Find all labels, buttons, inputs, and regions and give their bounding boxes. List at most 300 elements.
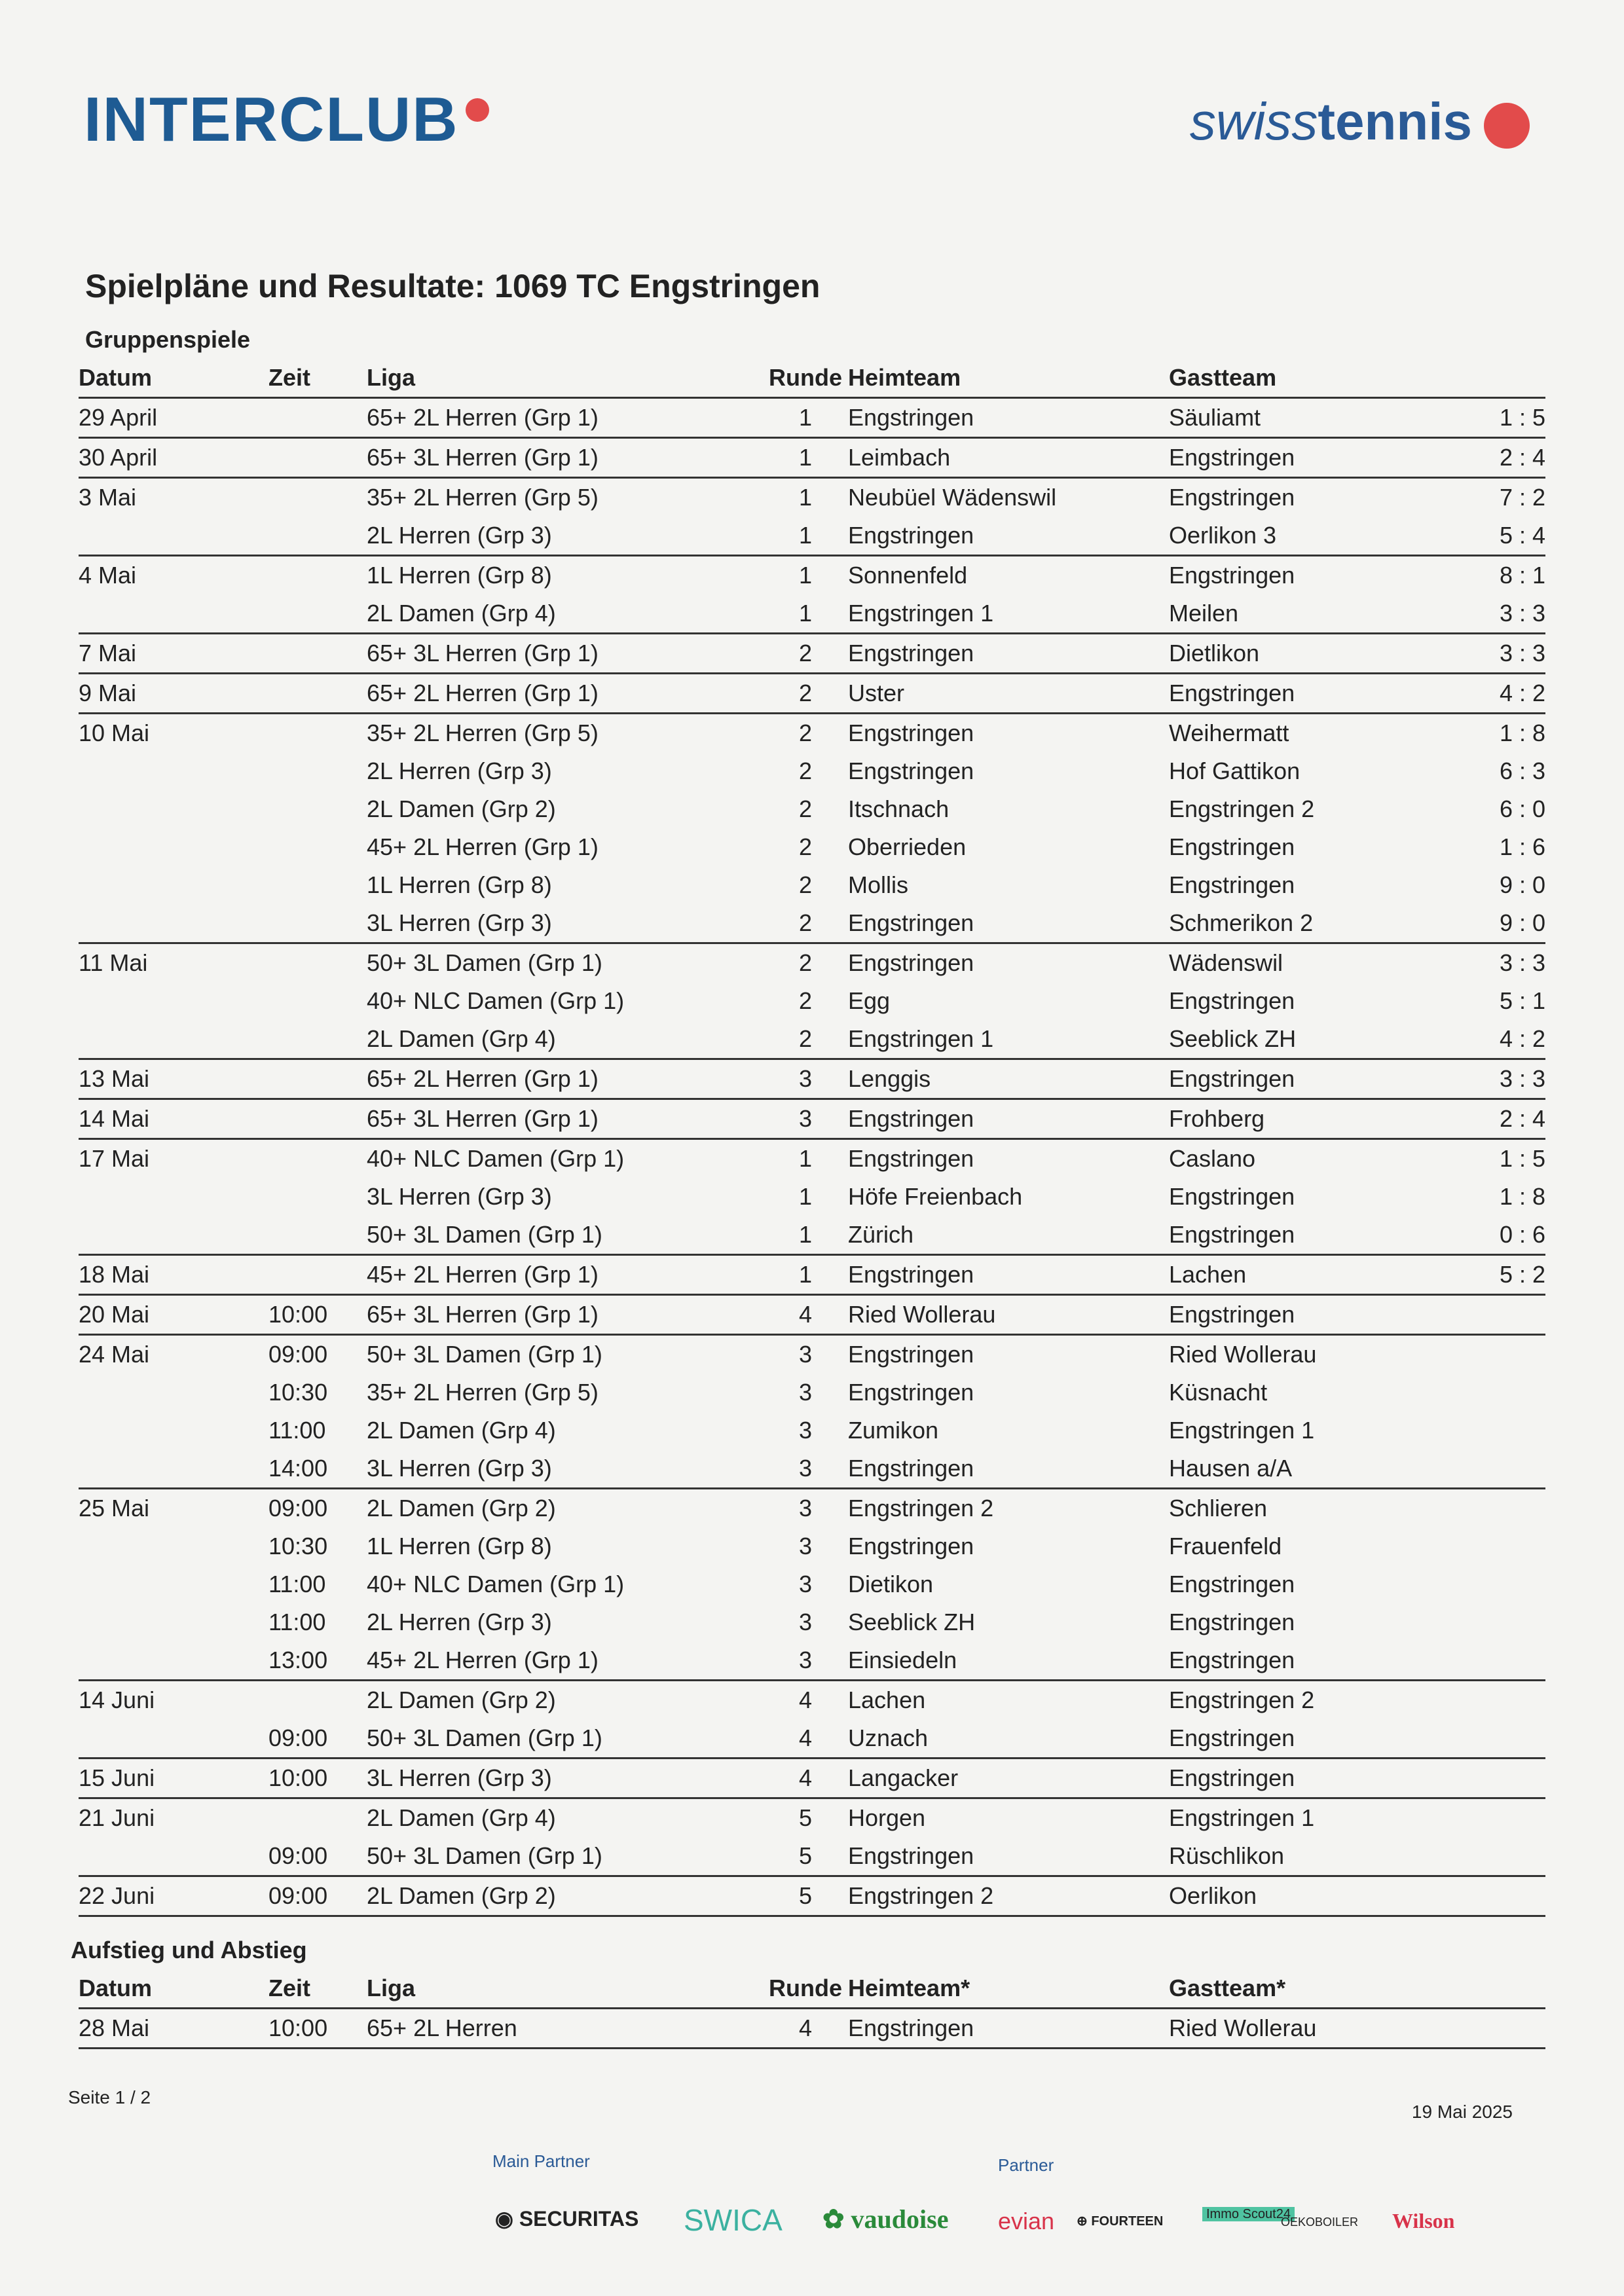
date-cell: [79, 904, 268, 943]
table-header: [79, 359, 1545, 398]
guest-team-cell: Schmerikon 2: [1169, 904, 1496, 943]
time-cell: 14:00: [268, 1449, 367, 1489]
table-row: [79, 1876, 1545, 1916]
time-cell: [268, 982, 367, 1020]
result-cell: [1496, 1412, 1545, 1449]
result-cell: [1496, 1641, 1545, 1681]
result-cell: 6 : 3: [1499, 757, 1545, 784]
round-cell: 3: [763, 1059, 848, 1099]
guest-team-cell: Engstringen: [1169, 1719, 1496, 1758]
round-cell: 3: [798, 1495, 813, 1522]
date-cell: 15 Juni: [79, 1758, 268, 1798]
guest-team-cell: Engstringen: [1169, 1609, 1295, 1635]
round-cell: 2: [763, 904, 848, 943]
date-cell: [79, 1216, 268, 1255]
table-row: [79, 1603, 1545, 1641]
result-cell: [1496, 1527, 1545, 1565]
result-cell: 3 : 3: [1496, 634, 1545, 674]
guest-team-cell: Engstringen: [1169, 1571, 1295, 1597]
league-cell: 65+ 2L Herren (Grp 1): [367, 398, 763, 438]
date-cell: 11 Mai: [79, 949, 148, 976]
time-cell: [268, 866, 367, 904]
guest-team-cell: Engstringen: [1169, 871, 1295, 898]
league-cell: 50+ 3L Damen (Grp 1): [367, 1837, 763, 1876]
table-row: [79, 982, 1545, 1020]
guest-team-cell: Caslano: [1169, 1145, 1256, 1172]
round-cell: 2: [798, 949, 813, 976]
date-cell: 14 Mai: [79, 1099, 268, 1139]
home-team-cell: Engstringen: [848, 2009, 1169, 2049]
round-cell: 3: [798, 1341, 813, 1368]
league-cell: 50+ 3L Damen (Grp 1): [367, 949, 602, 976]
league-cell: 50+ 3L Damen (Grp 1): [367, 1341, 602, 1368]
guest-team-cell: Engstringen: [1169, 438, 1496, 478]
round-cell: 3: [763, 1641, 848, 1681]
guest-team-cell: Engstringen 1: [1169, 1417, 1315, 1444]
league-cell: 45+ 2L Herren (Grp 1): [367, 833, 599, 860]
date-cell: 30 April: [79, 438, 268, 478]
home-team-cell: Engstringen: [848, 757, 974, 784]
guest-team-cell: Engstringen: [1169, 674, 1496, 714]
oekoboiler-logo: OEKOBOILER: [1281, 2215, 1359, 2229]
guest-team-cell: Engstringen: [1169, 1758, 1496, 1798]
date-cell: [79, 1412, 268, 1449]
result-cell: [1496, 1876, 1545, 1916]
guest-team-cell: Engstringen: [1169, 1295, 1496, 1335]
result-cell: [1496, 1719, 1545, 1758]
league-cell: 65+ 2L Herren (Grp 1): [367, 674, 763, 714]
column-header: Gastteam: [1169, 359, 1496, 398]
time-cell: [268, 1059, 367, 1099]
time-cell: [268, 714, 367, 753]
date-cell: [79, 1020, 268, 1059]
date-cell: [79, 1527, 268, 1565]
result-cell: [1496, 2009, 1545, 2049]
column-header: [1496, 1969, 1545, 2009]
table-row: [79, 674, 1545, 714]
time-cell: [268, 1255, 367, 1295]
table-row: [79, 1335, 1545, 1374]
league-cell: 3L Herren (Grp 3): [367, 1758, 763, 1798]
time-cell: [268, 1798, 367, 1838]
result-cell: 9 : 0: [1499, 871, 1545, 898]
guest-team-cell: Lachen: [1169, 1255, 1496, 1295]
date-cell: [79, 1837, 268, 1876]
time-cell: [268, 674, 367, 714]
table-row: [79, 1412, 1545, 1449]
table-row: [79, 714, 1545, 753]
guest-team-cell: Engstringen: [1169, 1059, 1496, 1099]
date-cell: [79, 1603, 268, 1641]
round-cell: 3: [798, 1571, 813, 1597]
home-team-cell: Sonnenfeld: [848, 562, 968, 589]
round-cell: 5: [798, 1804, 813, 1831]
guest-team-cell: Weihermatt: [1169, 720, 1289, 746]
guest-team-cell: Hof Gattikon: [1169, 757, 1301, 784]
result-cell: 2 : 4: [1496, 1099, 1545, 1139]
round-cell: 3: [798, 1533, 813, 1559]
section-group-games: Gruppenspiele: [85, 326, 251, 353]
round-cell: 3: [763, 1449, 848, 1489]
column-header: Datum: [79, 1969, 268, 2009]
guest-team-cell: Rüschlikon: [1169, 1837, 1496, 1876]
table-row: [79, 1020, 1545, 1059]
column-header: Zeit: [268, 1969, 367, 2009]
league-cell: 3L Herren (Grp 3): [367, 904, 763, 943]
date-cell: 13 Mai: [79, 1059, 268, 1099]
date-cell: 4 Mai: [79, 562, 137, 589]
date-cell: 24 Mai: [79, 1341, 150, 1368]
result-cell: [1496, 1374, 1545, 1412]
result-cell: 0 : 6: [1496, 1216, 1545, 1255]
time-cell: [268, 828, 367, 866]
result-cell: 1 : 5: [1496, 398, 1545, 438]
result-cell: 3 : 3: [1499, 949, 1545, 976]
time-cell: [268, 438, 367, 478]
league-cell: 45+ 2L Herren (Grp 1): [367, 1641, 763, 1681]
round-cell: 3: [798, 1417, 813, 1444]
round-cell: 1: [763, 1216, 848, 1255]
column-header: Datum: [79, 359, 268, 398]
time-cell: 09:00: [268, 1719, 367, 1758]
date-cell: 7 Mai: [79, 634, 268, 674]
swica-logo: SWICA: [684, 2203, 783, 2237]
league-cell: 35+ 2L Herren (Grp 5): [367, 720, 599, 746]
time-cell: 10:30: [268, 1533, 328, 1559]
result-cell: 4 : 2: [1496, 1020, 1545, 1059]
round-cell: 1: [763, 594, 848, 634]
league-cell: 50+ 3L Damen (Grp 1): [367, 1216, 763, 1255]
league-cell: 35+ 2L Herren (Grp 5): [367, 484, 599, 511]
result-cell: 9 : 0: [1496, 904, 1545, 943]
home-team-cell: Uznach: [848, 1719, 1169, 1758]
date-cell: 28 Mai: [79, 2009, 268, 2049]
home-team-cell: Engstringen 1: [848, 1020, 1169, 1059]
result-cell: 2 : 4: [1496, 438, 1545, 478]
result-cell: [1496, 1335, 1545, 1374]
time-cell: [268, 594, 367, 634]
date-cell: 17 Mai: [79, 1145, 150, 1172]
time-cell: [268, 478, 367, 517]
promotion-table: [79, 1969, 1545, 2049]
result-cell: 1 : 8: [1499, 720, 1545, 746]
result-cell: [1496, 1489, 1545, 1528]
home-team-cell: Egg: [848, 987, 891, 1014]
date-cell: [79, 1719, 268, 1758]
round-cell: 2: [763, 674, 848, 714]
guest-team-cell: Engstringen: [1169, 833, 1295, 860]
result-cell: [1496, 1565, 1545, 1603]
guest-team-cell: Frauenfeld: [1169, 1533, 1282, 1559]
date-cell: [79, 1641, 268, 1681]
league-cell: 1L Herren (Grp 8): [367, 871, 552, 898]
date-cell: [79, 1565, 268, 1603]
result-cell: 5 : 1: [1499, 987, 1545, 1014]
guest-team-cell: Seeblick ZH: [1169, 1020, 1496, 1059]
round-cell: 1: [763, 398, 848, 438]
home-team-cell: Engstringen 1: [848, 594, 1169, 634]
league-cell: 65+ 3L Herren (Grp 1): [367, 1295, 763, 1335]
home-team-cell: Oberrieden: [848, 833, 967, 860]
securitas-logo: ◉ SECURITAS: [495, 2207, 639, 2231]
league-cell: 2L Herren (Grp 3): [367, 757, 552, 784]
date-cell: 29 April: [79, 398, 268, 438]
home-team-cell: Engstringen: [848, 1099, 1169, 1139]
date-cell: 21 Juni: [79, 1804, 155, 1831]
table-row: [79, 1374, 1545, 1412]
table-row: [79, 904, 1545, 943]
home-team-cell: Lachen: [848, 1686, 926, 1713]
date-cell: 18 Mai: [79, 1255, 268, 1295]
time-cell: [268, 790, 367, 828]
swisstennis-logo: swisstennis: [1190, 92, 1530, 152]
date-cell: 25 Mai: [79, 1495, 150, 1522]
time-cell: [268, 904, 367, 943]
round-cell: 1: [798, 1145, 813, 1172]
home-team-cell: Engstringen: [848, 517, 1169, 556]
time-cell: [268, 1178, 367, 1216]
guest-team-cell: Hausen a/A: [1169, 1449, 1496, 1489]
table-row: [79, 556, 1545, 595]
date-cell: [79, 790, 268, 828]
league-cell: 65+ 3L Herren (Grp 1): [367, 1099, 763, 1139]
time-cell: 11:00: [268, 1417, 326, 1444]
guest-team-cell: Wädenswil: [1169, 949, 1283, 976]
league-cell: 40+ NLC Damen (Grp 1): [367, 1571, 625, 1597]
league-cell: 40+ NLC Damen (Grp 1): [367, 1145, 625, 1172]
page-title: Spielpläne und Resultate: 1069 TC Engstringen: [85, 268, 821, 304]
time-cell: [268, 752, 367, 790]
table-row: [79, 1758, 1545, 1798]
table-row: [79, 1295, 1545, 1335]
league-cell: 2L Damen (Grp 2): [367, 1876, 763, 1916]
time-cell: [268, 1099, 367, 1139]
round-cell: 2: [798, 871, 813, 898]
swisstennis-ball-icon: [1484, 103, 1530, 149]
table-row: [79, 2009, 1545, 2049]
interclub-logo: INTERCLUB: [84, 84, 489, 156]
time-cell: [268, 634, 367, 674]
column-header: Heimteam: [848, 359, 1169, 398]
table-row: [79, 1798, 1545, 1838]
round-cell: 2: [763, 634, 848, 674]
table-row: [79, 752, 1545, 790]
home-team-cell: Langacker: [848, 1758, 1169, 1798]
home-team-cell: Engstringen: [848, 1449, 1169, 1489]
result-cell: [1496, 1295, 1545, 1335]
result-cell: 3 : 3: [1496, 1059, 1545, 1099]
table-row: [79, 866, 1545, 904]
league-cell: 2L Damen (Grp 4): [367, 1020, 763, 1059]
column-header: Zeit: [268, 359, 367, 398]
home-team-cell: Engstringen: [848, 634, 1169, 674]
result-cell: [1496, 1603, 1545, 1641]
date-cell: 14 Juni: [79, 1686, 155, 1713]
result-cell: 6 : 0: [1499, 795, 1545, 822]
column-header: Runde: [763, 1969, 848, 2009]
round-cell: 1: [798, 1183, 813, 1210]
table-row: [79, 1099, 1545, 1139]
league-cell: 1L Herren (Grp 8): [367, 562, 552, 589]
date-cell: [79, 866, 268, 904]
time-cell: 11:00: [268, 1571, 326, 1597]
home-team-cell: Leimbach: [848, 438, 1169, 478]
date-cell: 9 Mai: [79, 674, 268, 714]
table-row: [79, 1255, 1545, 1295]
table-row: [79, 634, 1545, 674]
league-cell: 2L Damen (Grp 4): [367, 1804, 556, 1831]
fourteen-logo: ⊕ FOURTEEN: [1077, 2214, 1164, 2229]
time-cell: 09:00: [268, 1495, 328, 1522]
home-team-cell: Ried Wollerau: [848, 1295, 1169, 1335]
time-cell: [268, 1020, 367, 1059]
column-header: Gastteam*: [1169, 1969, 1496, 2009]
league-cell: 50+ 3L Damen (Grp 1): [367, 1719, 763, 1758]
result-cell: 5 : 2: [1496, 1255, 1545, 1295]
round-cell: 1: [798, 484, 813, 511]
result-cell: [1496, 1758, 1545, 1798]
guest-team-cell: Engstringen: [1169, 484, 1295, 511]
date-cell: [79, 1374, 268, 1412]
home-team-cell: Engstringen: [848, 949, 974, 976]
table-row: [79, 1216, 1545, 1255]
result-cell: 4 : 2: [1496, 674, 1545, 714]
home-team-cell: Einsiedeln: [848, 1641, 1169, 1681]
date-cell: [79, 752, 268, 790]
group-games-table: [79, 359, 1545, 1917]
round-cell: 3: [798, 1379, 813, 1406]
round-cell: 1: [763, 1255, 848, 1295]
table-row: [79, 398, 1545, 438]
result-cell: 7 : 2: [1499, 484, 1545, 511]
table-row: [79, 1719, 1545, 1758]
table-row: [79, 1527, 1545, 1565]
home-team-cell: Uster: [848, 674, 1169, 714]
column-header: Heimteam*: [848, 1969, 1169, 2009]
round-cell: 1: [798, 562, 813, 589]
home-team-cell: Zumikon: [848, 1417, 939, 1444]
table-row: [79, 1449, 1545, 1489]
interclub-ball-icon: [466, 98, 489, 122]
time-cell: 09:00: [268, 1876, 367, 1916]
league-cell: 45+ 2L Herren (Grp 1): [367, 1255, 763, 1295]
home-team-cell: Dietikon: [848, 1571, 934, 1597]
section-promotion: Aufstieg und Abstieg: [71, 1937, 307, 1963]
home-team-cell: Neubüel Wädenswil: [848, 484, 1057, 511]
print-date: 19 Mai 2025: [1411, 2102, 1513, 2122]
date-cell: [79, 828, 268, 866]
column-header: Liga: [367, 1969, 763, 2009]
time-cell: [268, 517, 367, 556]
round-cell: 4: [763, 1719, 848, 1758]
home-team-cell: Engstringen 2: [848, 1495, 994, 1522]
vaudoise-logo: ✿ vaudoise: [822, 2204, 949, 2234]
column-header: Runde: [763, 359, 848, 398]
result-cell: 1 : 8: [1499, 1183, 1545, 1210]
round-cell: 4: [798, 1686, 813, 1713]
guest-team-cell: Oerlikon: [1169, 1876, 1496, 1916]
guest-team-cell: Engstringen: [1169, 987, 1295, 1014]
guest-team-cell: Meilen: [1169, 594, 1496, 634]
league-cell: 2L Herren (Grp 3): [367, 517, 763, 556]
time-cell: [268, 556, 367, 595]
date-cell: 10 Mai: [79, 720, 150, 746]
date-cell: 20 Mai: [79, 1295, 268, 1335]
league-cell: 2L Damen (Grp 2): [367, 795, 556, 822]
table-row: [79, 1641, 1545, 1681]
guest-team-cell: Engstringen: [1169, 1216, 1496, 1255]
table-row: [79, 828, 1545, 866]
guest-team-cell: Ried Wollerau: [1169, 1341, 1317, 1368]
home-team-cell: Engstringen: [848, 720, 974, 746]
round-cell: 1: [763, 438, 848, 478]
home-team-cell: Mollis: [848, 871, 909, 898]
table-row: [79, 478, 1545, 517]
time-cell: [268, 1139, 367, 1178]
round-cell: 5: [763, 1837, 848, 1876]
date-cell: 3 Mai: [79, 484, 137, 511]
time-cell: 09:00: [268, 1341, 328, 1368]
time-cell: 10:00: [268, 1295, 367, 1335]
league-cell: 65+ 2L Herren (Grp 1): [367, 1059, 763, 1099]
result-cell: 3 : 3: [1496, 594, 1545, 634]
home-team-cell: Engstringen: [848, 904, 1169, 943]
date-cell: [79, 594, 268, 634]
league-cell: 2L Damen (Grp 2): [367, 1495, 556, 1522]
evian-logo: evian: [998, 2208, 1055, 2234]
home-team-cell: Itschnach: [848, 795, 950, 822]
round-cell: 1: [763, 517, 848, 556]
round-cell: 5: [763, 1876, 848, 1916]
league-cell: 65+ 3L Herren (Grp 1): [367, 634, 763, 674]
result-cell: [1496, 1681, 1545, 1720]
result-cell: [1496, 1837, 1545, 1876]
table-row: [79, 1681, 1545, 1720]
table-row: [79, 1565, 1545, 1603]
table-row: [79, 1059, 1545, 1099]
round-cell: 2: [798, 833, 813, 860]
round-cell: 4: [763, 1758, 848, 1798]
table-row: [79, 594, 1545, 634]
home-team-cell: Engstringen: [848, 1255, 1169, 1295]
column-header: [1496, 359, 1545, 398]
home-team-cell: Engstringen: [848, 1145, 974, 1172]
table-row: [79, 1837, 1545, 1876]
guest-team-cell: Schlieren: [1169, 1495, 1268, 1522]
guest-team-cell: Engstringen 2: [1169, 1686, 1315, 1713]
time-cell: [268, 1681, 367, 1720]
time-cell: [268, 943, 367, 983]
date-cell: 22 Juni: [79, 1876, 268, 1916]
wilson-logo: Wilson: [1392, 2209, 1455, 2232]
round-cell: 3: [798, 1609, 813, 1635]
table-row: [79, 790, 1545, 828]
result-cell: 5 : 4: [1496, 517, 1545, 556]
guest-team-cell: Engstringen 1: [1169, 1804, 1315, 1831]
home-team-cell: Höfe Freienbach: [848, 1183, 1023, 1210]
home-team-cell: Engstringen 2: [848, 1876, 1169, 1916]
time-cell: 13:00: [268, 1641, 367, 1681]
round-cell: 2: [798, 720, 813, 746]
league-cell: 2L Herren (Grp 3): [367, 1609, 552, 1635]
table-row: [79, 438, 1545, 478]
home-team-cell: Engstringen: [848, 1379, 974, 1406]
league-cell: 40+ NLC Damen (Grp 1): [367, 987, 625, 1014]
league-cell: 2L Damen (Grp 4): [367, 594, 763, 634]
league-cell: 2L Damen (Grp 2): [367, 1686, 556, 1713]
table-row: [79, 517, 1545, 556]
round-cell: 3: [763, 1099, 848, 1139]
